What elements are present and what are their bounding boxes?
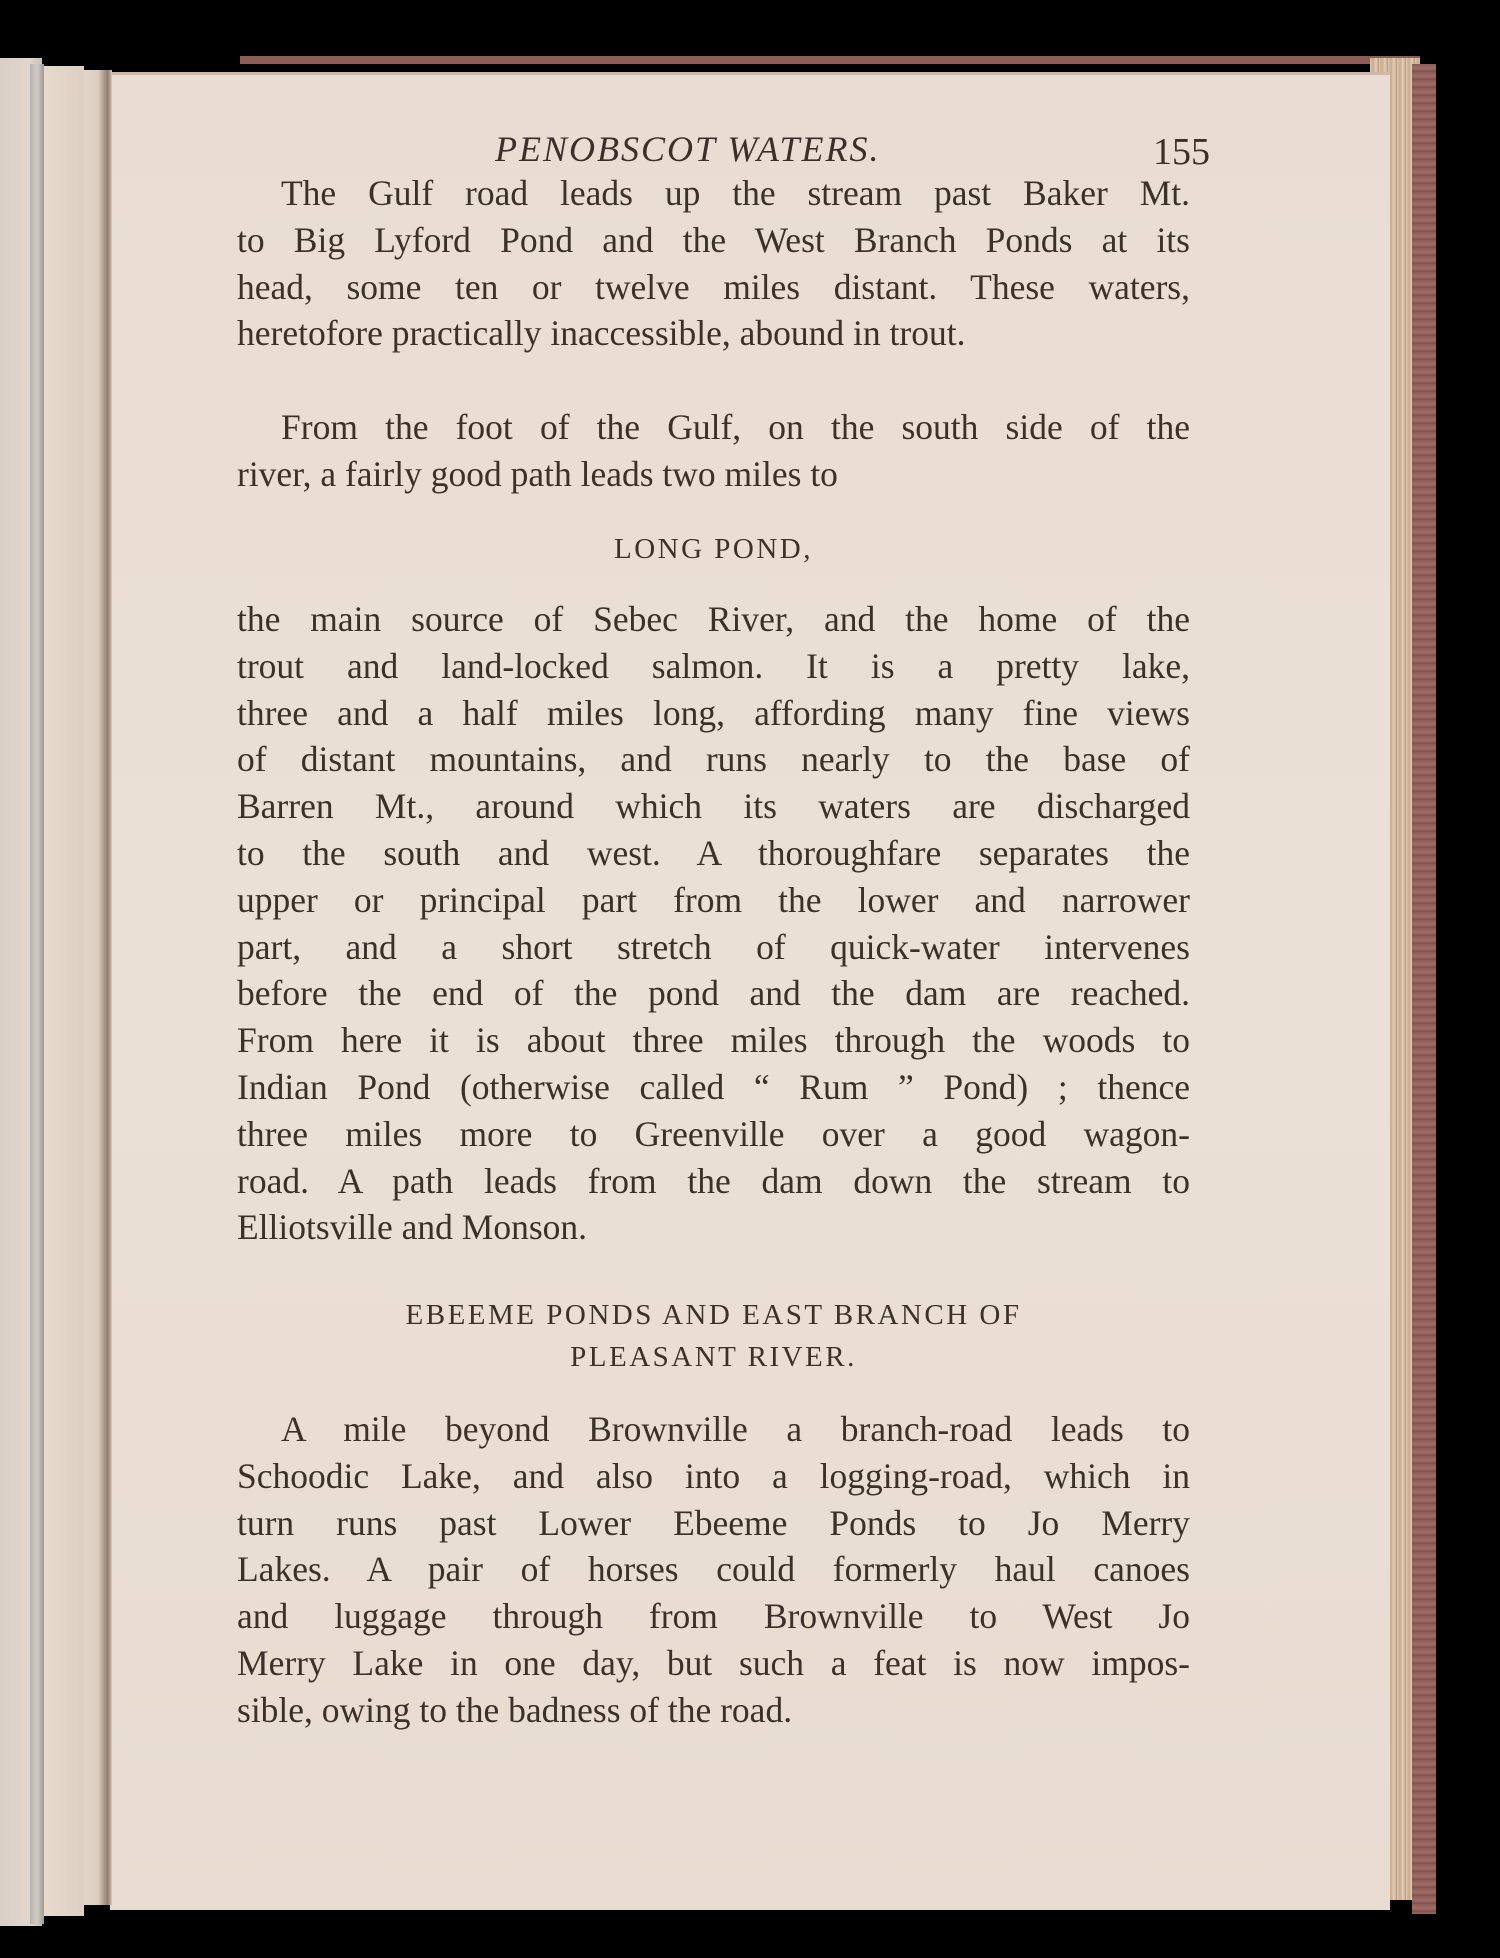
text-line: three and a half miles long, affording many fine views bbox=[237, 692, 1190, 733]
paragraph-foot-of-gulf bbox=[237, 404, 1190, 498]
page-number: 155 bbox=[1153, 131, 1210, 173]
text-line: river, a fairly good path leads two miles to bbox=[237, 453, 838, 494]
text-line: The Gulf road leads up the stream past Baker Mt. bbox=[281, 173, 1190, 213]
text-line: before the end of the pond and the dam are reached. bbox=[237, 973, 1190, 1014]
text-line: Barren Mt., around which its waters are discharged bbox=[237, 786, 1190, 827]
book-top-edge bbox=[240, 56, 1420, 64]
paragraph-gulf-road bbox=[237, 170, 1190, 357]
text-line: sible, owing to the badness of the road. bbox=[237, 1689, 793, 1730]
text-line: From here it is about three miles through the woods to bbox=[237, 1020, 1190, 1061]
text-line: Indian Pond (otherwise called “ Rum ” Pond) ; thence bbox=[237, 1066, 1190, 1107]
text-line: upper or principal part from the lower and narrower bbox=[237, 879, 1190, 920]
text-line: Merry Lake in one day, but such a feat is now impos- bbox=[237, 1642, 1190, 1683]
text-line: to Big Lyford Pond and the West Branch Ponds at its bbox=[237, 219, 1190, 260]
paragraph-long-pond bbox=[237, 596, 1190, 1251]
text-line: and luggage through from Brownville to West Jo bbox=[237, 1596, 1190, 1637]
text-line: road. A path leads from the dam down the stream to bbox=[237, 1160, 1190, 1201]
section-heading-long-pond bbox=[237, 526, 1190, 573]
facing-page-margin bbox=[44, 66, 84, 1916]
text-line: turn runs past Lower Ebeeme Ponds to Jo Merry bbox=[237, 1502, 1190, 1543]
book-cover-edge bbox=[1412, 64, 1436, 1914]
text-line: of distant mountains, and runs nearly to the base of bbox=[237, 739, 1190, 780]
heading-line: PLEASANT RIVER. bbox=[570, 1341, 857, 1373]
text-line: A mile beyond Brownville a branch-road leads to bbox=[281, 1409, 1190, 1449]
facing-page-strip bbox=[30, 64, 44, 1924]
text-line: heretofore practically inaccessible, abound in trout. bbox=[237, 313, 966, 354]
text-line: three miles more to Greenville over a good wagon- bbox=[237, 1113, 1190, 1154]
text-line: trout and land-locked salmon. It is a pretty lake, bbox=[237, 645, 1190, 686]
text-line: Schoodic Lake, and also into a logging-road, which in bbox=[237, 1455, 1190, 1496]
book-gutter bbox=[84, 70, 112, 1905]
paragraph-brownville bbox=[237, 1406, 1190, 1734]
text-line: Elliotsville and Monson. bbox=[237, 1207, 588, 1248]
text-line: part, and a short stretch of quick-water intervenes bbox=[237, 926, 1190, 967]
heading-line: LONG POND, bbox=[614, 533, 813, 565]
text-line: the main source of Sebec River, and the home of the bbox=[237, 599, 1190, 639]
text-line: Lakes. A pair of horses could formerly haul canoes bbox=[237, 1549, 1190, 1590]
text-line: From the foot of the Gulf, on the south side of the bbox=[281, 407, 1190, 447]
text-line: head, some ten or twelve miles distant. These waters, bbox=[237, 266, 1190, 307]
text-line: to the south and west. A thoroughfare separates the bbox=[237, 832, 1190, 873]
section-heading-ebeeme-ponds bbox=[237, 1294, 1190, 1378]
heading-line: EBEEME PONDS AND EAST BRANCH OF bbox=[405, 1299, 1022, 1331]
running-title: PENOBSCOT WATERS. bbox=[495, 129, 881, 169]
